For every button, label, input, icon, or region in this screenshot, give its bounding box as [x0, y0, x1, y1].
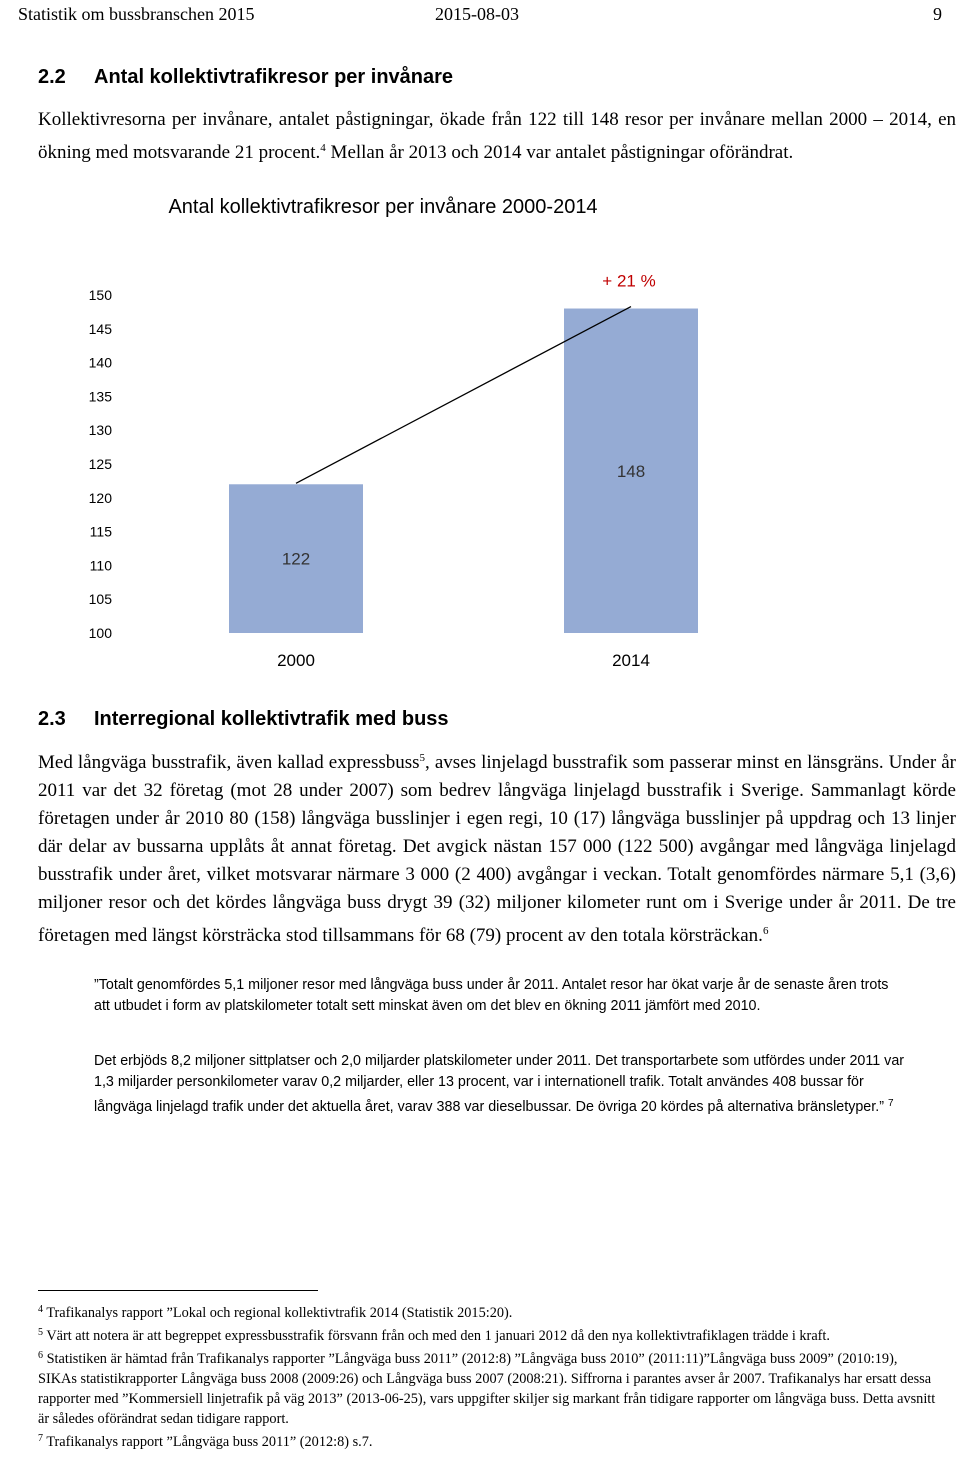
y-tick-label: 130	[88, 422, 112, 439]
section-2-3-paragraph	[38, 744, 956, 950]
bar-chart	[60, 240, 700, 680]
paragraph-text: Mellan år 2013 och 2014 var antalet påstigningar oförändrat.	[325, 142, 794, 163]
page-header	[18, 4, 942, 28]
footnote-ref: 5	[419, 752, 426, 764]
footnote-ref: 4	[320, 142, 326, 154]
y-tick-label: 145	[88, 320, 112, 337]
quote-paragraph-2	[94, 1051, 906, 1118]
section-title: Antal kollektivtrafikresor per invånare	[94, 66, 454, 88]
y-tick-label: 105	[88, 591, 112, 608]
section-title: Interregional kollektivtrafik med buss	[94, 708, 449, 730]
section-2-2-paragraph	[38, 106, 956, 167]
section-heading-2-3	[38, 708, 449, 731]
paragraph-text: Kollektivresorna per invånare, antalet påstigningar, ökade från 122 till 148 resor per invånare mellan 2000 – 2014, en ökning med motsvarande 21 procent.	[38, 109, 956, 163]
y-tick-label: 110	[89, 557, 112, 574]
y-tick-label: 150	[88, 287, 112, 303]
footnote-number: 6	[38, 1350, 43, 1361]
footnote-5	[38, 1323, 938, 1346]
section-number: 2.3	[38, 708, 66, 730]
footnote-text: Trafikanalys rapport ”Lokal och regional kollektivtrafik 2014 (Statistik 2015:20).	[43, 1305, 513, 1321]
footnote-ref: 6	[762, 925, 769, 937]
y-tick-label: 140	[88, 354, 112, 371]
document-date: 2015-08-03	[435, 4, 519, 24]
data-label: 122	[281, 549, 311, 569]
paragraph-text: , avses linjelagd busstrafik som passerar minst en länsgräns. Under år 2011 var det 32 företag (mot 28 under 2007) som bedrev långväga linjelagd busstrafik i Sverige. Sammanlagt körde företagen under år 2010 80 (158) långväga busslinjer i egen regi, 10 (17) långväga busslinjer på uppdrag och 13 linjer där delar av bussarna upplåts åt annat företag. Det avgick nästan 157 000 (122 500) avgångar med långväga linjelagd busstrafik under året, vilket motsvarar närmare 3 000 (2 400) avgångar i veckan. Totalt genomfördes närmare 5,1 (3,6) miljoner resor och det kördes långväga buss drygt 39 (32) miljoner kilometer runt om i Sverige under år 2011. De tre företagen med längst körsträcka stod tillsammans för 68 (79) procent av den totala körsträckan.	[38, 752, 956, 946]
footnote-6	[38, 1346, 938, 1429]
footnote-ref: 7	[887, 1098, 894, 1109]
footnote-text: Trafikanalys rapport ”Långväga buss 2011” (2012:8) s.7.	[43, 1434, 373, 1450]
growth-annotation: + 21 %	[602, 271, 656, 291]
y-tick-label: 115	[89, 523, 112, 540]
x-tick-label: 2014	[612, 651, 650, 670]
section-heading-2-2	[38, 66, 453, 89]
y-tick-label: 120	[88, 489, 112, 506]
document-title: Statistik om bussbranschen 2015	[18, 4, 255, 24]
y-tick-label: 100	[88, 625, 112, 641]
quote-paragraph-1: ”Totalt genomfördes 5,1 miljoner resor med långväga buss under år 2011. Antalet resor har ökat varje år de senaste åren trots att utbudet i form av platskilometer totalt sett minskat även om det blev en ökning 2011 jämfört med 2010.	[94, 977, 889, 1014]
footnote-7	[38, 1429, 938, 1452]
footnotes	[38, 1300, 938, 1452]
footnote-text: Statistiken är hämtad från Trafikanalys rapporter ”Långväga buss 2011” (2012:8) ”Långväga buss 2010” (2011:11)”Långväga buss 2009” (2010:19), SIKAs statistikrapporter Långväga buss 2008 (2009:26) och Långväga buss 2007 (2008:21). Siffrorna i parantes avser år 2007. Trafikanalys har ersatt dessa rapporter med ”Kommersiell linjetrafik på väg 2013” (2013-06-25), vars uppgifter skiljer sig markant från tidigare rapporter om långväga buss. Detta avsnitt är således oförändrat sedan tidigare rapport.	[38, 1351, 936, 1427]
footnote-number: 5	[38, 1327, 43, 1338]
data-label: 148	[616, 461, 646, 481]
page-number: 9	[933, 4, 942, 24]
y-tick-label: 125	[88, 456, 112, 472]
footnote-4	[38, 1300, 938, 1323]
y-tick-label: 135	[88, 388, 112, 405]
footnote-number: 7	[38, 1433, 43, 1444]
quote-text: Det erbjöds 8,2 miljoner sittplatser och 2,0 miljarder platskilometer under 2011. Det transportarbete som utfördes under 2011 var 1,3 miljarder personkilometer varav 0,2 miljarder, eller 13 procent, var i internationell trafik. Totalt användes 408 bussar för långväga linjelagd trafik under det aktuella året, varav 388 var dieselbussar. De övriga 20 kördes på alternativa bränsletyper.”	[94, 1053, 905, 1115]
section-number: 2.2	[38, 66, 66, 88]
footnote-number: 4	[38, 1304, 43, 1315]
chart-title: Antal kollektivtrafikresor per invånare 2000-2014	[168, 196, 598, 218]
paragraph-text: Med långväga busstrafik, även kallad expressbuss	[38, 752, 420, 773]
footnote-text: Värt att notera är att begreppet expressbusstrafik försvann från och med den 1 januari 2012 då den nya kollektivtrafiklagen trädde i kraft.	[43, 1328, 830, 1344]
x-tick-label: 2000	[277, 651, 315, 670]
footnote-divider	[38, 1290, 318, 1291]
